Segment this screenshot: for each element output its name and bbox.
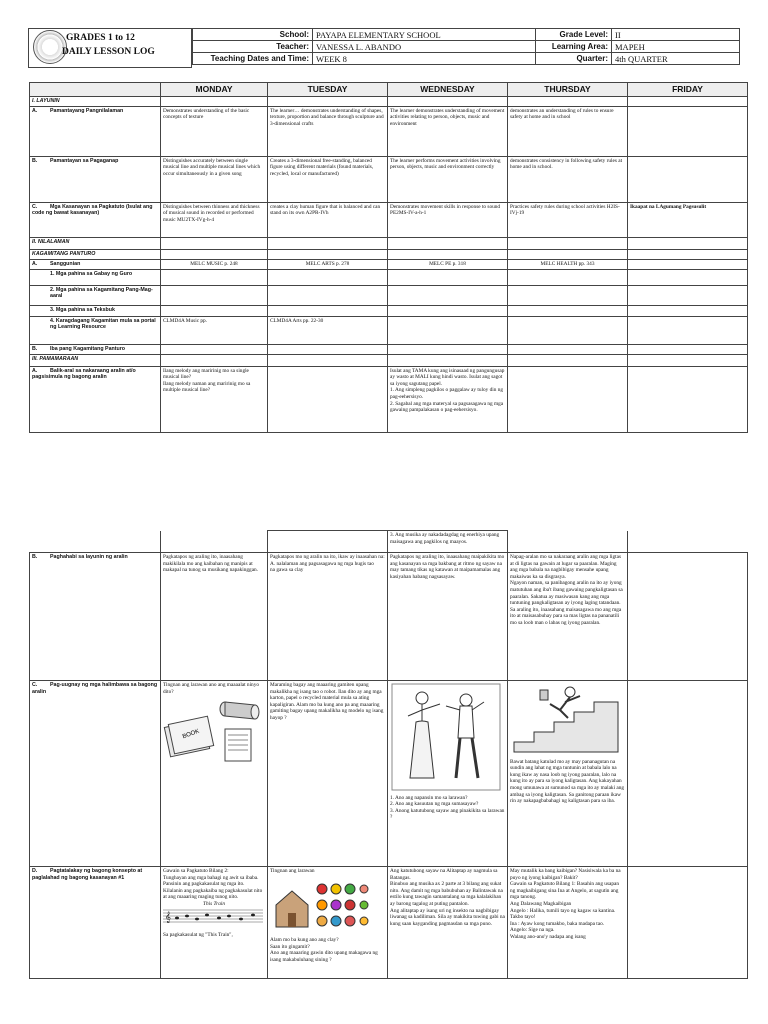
cell-pu-tue: Maraming bagay ang maaaring gamiten upang makalikha ng isang tao o robot. Ilan dito ay ang mga karton, papel o recycled material mula sa ating kapaligiran. Alam mo ba kung ano pa ang maaaring gamiting bagay upang makalikha ng modelo ng isang hayop ? (268, 681, 388, 867)
day-tuesday: TUESDAY (268, 83, 388, 97)
teacher-label: Teacher: (193, 41, 313, 53)
cell-pu-mon-text: Tingnan ang larawan ano ang maaaalat ninyo dito? (163, 682, 260, 695)
cell-pk-tue-text: Tingnan ang larawan (270, 868, 315, 874)
cell-pk-mon-text: Gawain sa Pagkatuto Bilang 2: Tunghayan ang mga bahagi ng awit sa ibaba. Pansinin ang pagkakasulat ng mga ito. Kilalanin ang pagkakaiba ng pagkakasulat nito at ang maaaring maging tunog nito. (163, 868, 263, 901)
logo-title-line1: GRADES 1 to 12 (66, 33, 135, 43)
cell-pk-mon-after: Sa pagkakasulat ng "This Train", (163, 932, 233, 939)
cell-b-wed: The learner performs movement activities involving person, objects, music and environment correctly (388, 156, 508, 202)
section-pamamaraan: III. PAMAMARAAN (30, 354, 161, 366)
cell-ba-wed-continued: 3. Ang musika ay nakadadagdag ng enerhiya upang maisagawa ang pagkilos ng maayos. (388, 531, 508, 553)
row-label-kagamitang-pang-mag-aaral: 2. Mga pahina sa Kagamitang Pang-Mag-aaral (30, 285, 161, 305)
cell-pk-mon (161, 867, 268, 979)
cell-ba-mon: Ilang melody ang maririnig mo sa single musical line? Ilang melody naman ang maririnig mo sa multiple musical line? (161, 366, 268, 432)
clay-models-image (270, 875, 370, 935)
song-title: This Train (203, 901, 225, 908)
row-label-sanggunian: A. Sanggunian (30, 259, 161, 269)
cell-sang-wed: MELC PE p. 318 (388, 259, 508, 269)
row-label-karagdagang-kagamitan: 4. Karagdagang Kagamitan mula sa portal ng Learning Resource (30, 316, 161, 344)
grade-value: II (612, 29, 740, 41)
grade-label: Grade Level: (536, 29, 612, 41)
row-label-pamantayan-sa-pagaganap: B. Pamantayan sa Pagaganap (30, 156, 161, 202)
row-label-mga-kasanayan: C. Mga Kasanayan sa Pagkatuto (Isulat ang code ng bawat kasanayan) (30, 202, 161, 237)
logo-title-line2: DAILY LESSON LOG (62, 47, 155, 57)
cell-pu-thu (508, 681, 628, 867)
cell-a-tue: The learner… demonstrates understanding of shapes, texture, proportion and balance through sculpture and 3-dimensional crafts (268, 106, 388, 156)
row-label-paghahabi: B. Paghahabi sa layunin ng aralin (30, 553, 161, 681)
cell-pu-fri (628, 681, 748, 867)
day-wednesday: WEDNESDAY (388, 83, 508, 97)
day-thursday: THURSDAY (508, 83, 628, 97)
cell-b-tue: Creates a 3-dimensional free-standing, balanced figure using different materials (found materials, recycled, local or manufactured) (268, 156, 388, 202)
stairs-fall-image (510, 682, 622, 756)
svg-text:𝄞: 𝄞 (165, 911, 171, 923)
cell-b-thu: demonstrates consistency in following safety rules at home and in school. (508, 156, 628, 202)
cell-g4-mon: CLMD4A Music pp. (161, 316, 268, 344)
cell-pu-wed (388, 681, 508, 867)
teacher-value: VANESSA L. ABANDO (313, 41, 536, 53)
cell-pk-wed: Ang katutubong sayaw na Alitaptap ay nagmula sa Batangas. Binubuo ang musika ax 2 parte at 3 bilang ang sukat nito. Ang damit ng mga babubuhan ay Balintawak na estilo kung tawagin samantalang sa mga kalalakihan ay barong tagalog at puting pantalon. Ang alitaptap ay isang uri ng insekto na nagbibigay liwanag sa kadiliman. Sila ay makikita tuwing gabi na kung saan kayganding pagmasdan sa mga puno. (388, 867, 508, 979)
cell-pk-fri (628, 867, 748, 979)
section-kagamitang-panturo: KAGAMITANG PANTURO (30, 249, 161, 259)
row-label-balik-aral: A. Balik-aral sa nakaraang aralin at/o pagsisimula ng bagong aralin (30, 366, 161, 432)
cell-pu-mon (161, 681, 268, 867)
cell-a-wed: The learner demonstrates understanding of movement activities relating to person, objects, music and environment (388, 106, 508, 156)
school-label: School: (193, 29, 313, 41)
cell-c-tue: creates a clay human figure that is balanced and can stand on its own A2PR-IVh (268, 202, 388, 237)
dates-value: WEEK 8 (313, 53, 536, 65)
cell-c-wed: Demonstrates movement skills in response to sound PE2MS-IV-a-h-1 (388, 202, 508, 237)
row-label-pag-uugnay: C. Pag-uugnay ng mga halimbawa sa bagong aralin (30, 681, 161, 867)
cell-pk-tue (268, 867, 388, 979)
school-value: PAYAPA ELEMENTARY SCHOOL (313, 29, 536, 41)
cell-ph-fri (628, 553, 748, 681)
dates-label: Teaching Dates and Time: (193, 53, 313, 65)
music-sheet-image (163, 908, 263, 930)
row-label-pamantayang-pangnilalaman: A. Pamantayang Pangnilalaman (30, 106, 161, 156)
svg-text:BOOK: BOOK (181, 728, 201, 741)
cell-ph-mon: Pagkatapos ng araling ito, inaasahang makikilala mo ang kaibahan ng manipis at makapal na tunog sa musikang napakinggan. (161, 553, 268, 681)
header-info-table (192, 28, 740, 65)
lesson-table-part-2 (29, 530, 748, 979)
quarter-label: Quarter: (536, 53, 612, 65)
row-label-teksbuk: 3. Mga pahina sa Teksbuk (30, 305, 161, 316)
cell-ph-tue: Pagkatapos mo ng aralin na ito, ikaw ay inaasahan na: A. nalalaman ang pagsasagawa ng mga hugis tao na gawa sa clay (268, 553, 388, 681)
area-label: Learning Area: (536, 41, 612, 53)
book-and-log-image (163, 695, 263, 765)
corner-cell (30, 83, 161, 97)
section-layunin: I. LAYUNIN (30, 96, 161, 106)
cell-a-fri (628, 106, 748, 156)
quarter-value: 4th QUARTER (612, 53, 740, 65)
cell-c-mon: Distinguishes between thinness and thickness of musical sound in recorded or performed music MU2TX-IVg-h-4 (161, 202, 268, 237)
row-label-pagtatalakay: D. Pagtatalakay ng bagong konsepto at paglalahad ng bagong kasanayan #1 (30, 867, 161, 979)
cell-b-fri (628, 156, 748, 202)
cell-pu-wed-text: 1. Ano ang napansin mo sa larawan? 2. Ano ang kasuutan ng mga sumasayaw? 3. Anong katutubong sayaw ang pinakikita sa larawan ? (390, 794, 505, 821)
cell-c-thu: Practices safety rules during school activities H2IS-IVj-19 (508, 202, 628, 237)
cell-b-mon: Distinguishes accurately between single musical line and multiple musical lines which occur simultaneously in a given song (161, 156, 268, 202)
row-label-gabay-ng-guro: 1. Mga pahina sa Gabay ng Guro (30, 269, 161, 285)
cell-pu-thu-text: Bawat batang katulad mo ay may pananagutan na sundin ang lahat ng mga tuntunin at babala lalo na kung ikaw ay nasa loob ng iyong paaralan, lalo na kung ito ay para sa iyong kaligtasan. Ang kakayahan mong umunawa at sumunod sa mga ito ay malaki ang ambag sa iyong kaligtasan. Sa ganitong paraan ikaw rin ay nakapagbabahagi ng kaligtasan para sa iba. (510, 758, 625, 805)
cell-pk-thu: May mutalik ka bang kaibigan? Nasisiwala ka ba na puyo ng iyong kaibigan? Bakit? Gawain sa Pagkatuto Bilang 1: Basahin ang usapan ng magkaibigang sina Ina at Angelo, at sagutin ang mga tanong. Ang Dalawang Magkaibigan Angelo : Halika, tumili tayo ng kagaw sa kantina. Takbo tayo! Ina : Ayaw kong tumakbo, baka madapa tao. Angelo: Sige na nga. Walang ano-ano'y nadapa ang isang (508, 867, 628, 979)
cell-g4-tue: CLMD4A Arts pp. 22-30 (268, 316, 388, 344)
cell-ph-thu: Napag-aralan mo sa nakaraang aralin ang mga ligtas at di ligtas na gawain at lugar sa paaralan. Maging ang mga babala na nagbibigay mensahe upang makaiwas ka sa disgrasya. Ngayon naman, sa panibagong aralin na ito ay iyong matutuhan ang iba't ibang gawaing pangkaligtasan sa paaralan. Sakatua ay masiwasan kang ang mga tuntuning pangkaligtasan ay iyong laging tatandaan. Sa araling ito, inaasahang maisasagawa mo ang mga ito at maisasabuhay para sa mas ligtas na pananatili mo sa loob man o labas ng iyong paaralan. (508, 553, 628, 681)
cell-c-fri: Ikaapat na LAgumang Pagsusulit (628, 202, 748, 237)
area-value: MAPEH (612, 41, 740, 53)
cell-sang-mon: MELC MUSIC p. 248 (161, 259, 268, 269)
folk-dancers-image (390, 682, 502, 792)
day-monday: MONDAY (161, 83, 268, 97)
day-friday: FRIDAY (628, 83, 748, 97)
cell-sang-fri (628, 259, 748, 269)
cell-sang-thu: MELC HEALTH pp. 343 (508, 259, 628, 269)
cell-pk-tue-after: Alam mo ba kung ano ang clay? Saan ito gingamit? Ano ang maaaring gawin dito upang makagawa ng isang makabuluhang sining ? (270, 937, 378, 964)
cell-sang-tue: MELC ARTS p. 278 (268, 259, 388, 269)
cell-a-thu: demonstrates an understanding of rules to ensure safety at home and in school (508, 106, 628, 156)
section-nilalaman: II. NILALAMAN (30, 237, 161, 249)
row-label-iba-pang-kagamitan: B. Iba pang Kagamitang Panturo (30, 344, 161, 354)
cell-ph-wed: Pagkatapos ng araling ito, inaasahang maipakikita mo ang kasanayan sa mga bakbang at ritmo ng sayaw na may tamang tikas ng katawan at maipamamalas ang kasiyahan habang nagsasayaw. (388, 553, 508, 681)
lesson-table-part-1 (29, 82, 748, 433)
cell-a-mon: Demonstrates understanding of the basic concepts of texture (161, 106, 268, 156)
cell-ba-wed: Isulat ang TAMA kung ang isinasaad ng pangungusap ay wasto at MALI kung hindi wasto. Isulat ang sagot sa iyong sagutang papel. 1. Ang simpleng pagkilos o paggalaw ay tuloy din ng pag-eehersisyo. 2. Sagabal ang mga materyal sa pagsasagawa ng mga gawaing pampalakasan o pag-eehersisyo. (388, 366, 508, 432)
